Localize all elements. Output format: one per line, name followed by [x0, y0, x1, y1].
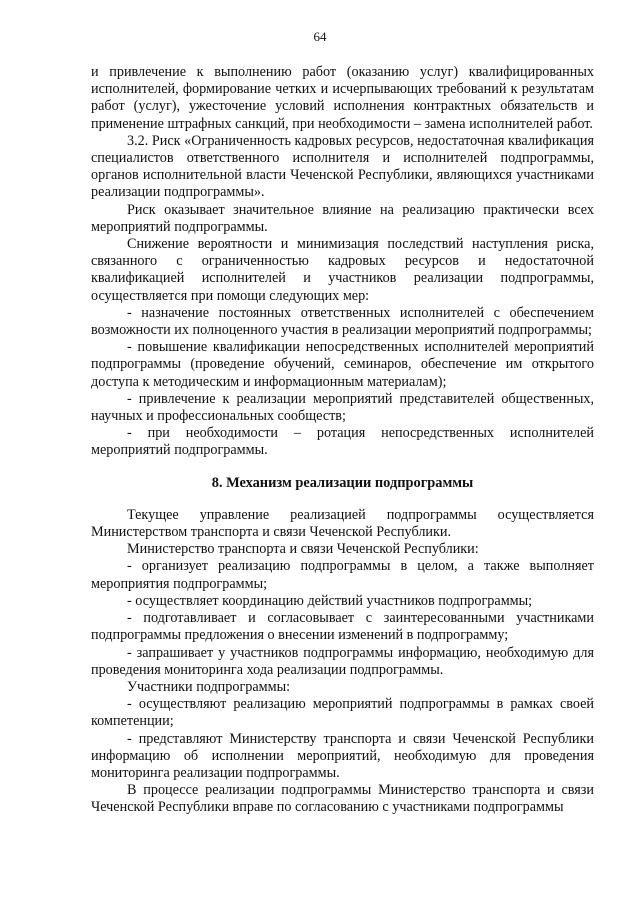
paragraph: Снижение вероятности и минимизация последствий наступления риска, связанного с ограниченностью кадровых ресурсов и недостаточной квалификацией исполнителей и участников реализации подпрограммы, осуществляется при помощи следующих мер:: [91, 236, 594, 304]
section-heading: 8. Механизм реализации подпрограммы: [211, 474, 474, 491]
list-item: - повышение квалификации непосредственных исполнителей мероприятий подпрограммы (проведение обучений, семинаров, обеспечение им открытого доступа к методическим и информационным материалам);: [91, 339, 594, 390]
paragraphs-after: [91, 507, 594, 817]
list-item: - привлечение к реализации мероприятий представителей общественных, научных и профессиональных сообществ;: [91, 390, 594, 425]
page-number: 64: [313, 29, 327, 44]
list-item: - осуществляют реализацию мероприятий подпрограммы в рамках своей компетенции;: [91, 696, 594, 730]
list-item: - представляют Министерству транспорта и связи Чеченской Республики информацию об исполнении мероприятий, необходимую для проведения мониторинга реализации подпрограммы.: [91, 730, 594, 781]
list-item: - подготавливает и согласовывает с заинтересованными участниками подпрограммы предложения о внесении изменений в подпрограмму;: [91, 610, 594, 644]
list-item: - осуществляет координацию действий участников подпрограммы;: [127, 592, 533, 609]
page-body: [91, 64, 594, 817]
paragraph: Текущее управление реализацией подпрограммы осуществляется Министерством транспорта и связи Чеченской Республики.: [91, 506, 594, 541]
paragraph: и привлечение к выполнению работ (оказанию услуг) квалифицированных исполнителей, формирование четких и исчерпывающих требований к результатам работ (услуг), ужесточение условий исполнения контрактных обязательств и применение штрафных санкций, при необходимости – замена исполнителей работ.: [91, 64, 594, 132]
list-item: - организует реализацию подпрограммы в целом, а также выполняет мероприятия подпрограммы;: [91, 558, 594, 592]
list-item: - при необходимости – ротация непосредственных исполнителей мероприятий подпрограммы.: [91, 425, 594, 459]
paragraphs-before: [91, 64, 594, 460]
paragraph: Риск оказывает значительное влияние на реализацию практически всех мероприятий подпрограммы.: [91, 201, 594, 235]
paragraph: Участники подпрограммы:: [127, 678, 291, 695]
paragraph: В процессе реализации подпрограммы Министерство транспорта и связи Чеченской Республики вправе по согласованию с участниками подпрограммы: [91, 782, 594, 816]
paragraph: Министерство транспорта и связи Чеченской Республики:: [127, 541, 479, 558]
paragraph: 3.2. Риск «Ограниченность кадровых ресурсов, недостаточная квалификация специалистов ответственного исполнителя и исполнителей подпрограммы, органов исполнительной власти Чеченской Республики, являющихся участниками реализации подпрограммы».: [91, 132, 594, 201]
list-item: - назначение постоянных ответственных исполнителей с обеспечением возможности их полноценного участия в реализации мероприятий подпрограммы;: [91, 304, 594, 339]
list-item: - запрашивает у участников подпрограммы информацию, необходимую для проведения мониторинга хода реализации подпрограммы.: [91, 644, 594, 678]
